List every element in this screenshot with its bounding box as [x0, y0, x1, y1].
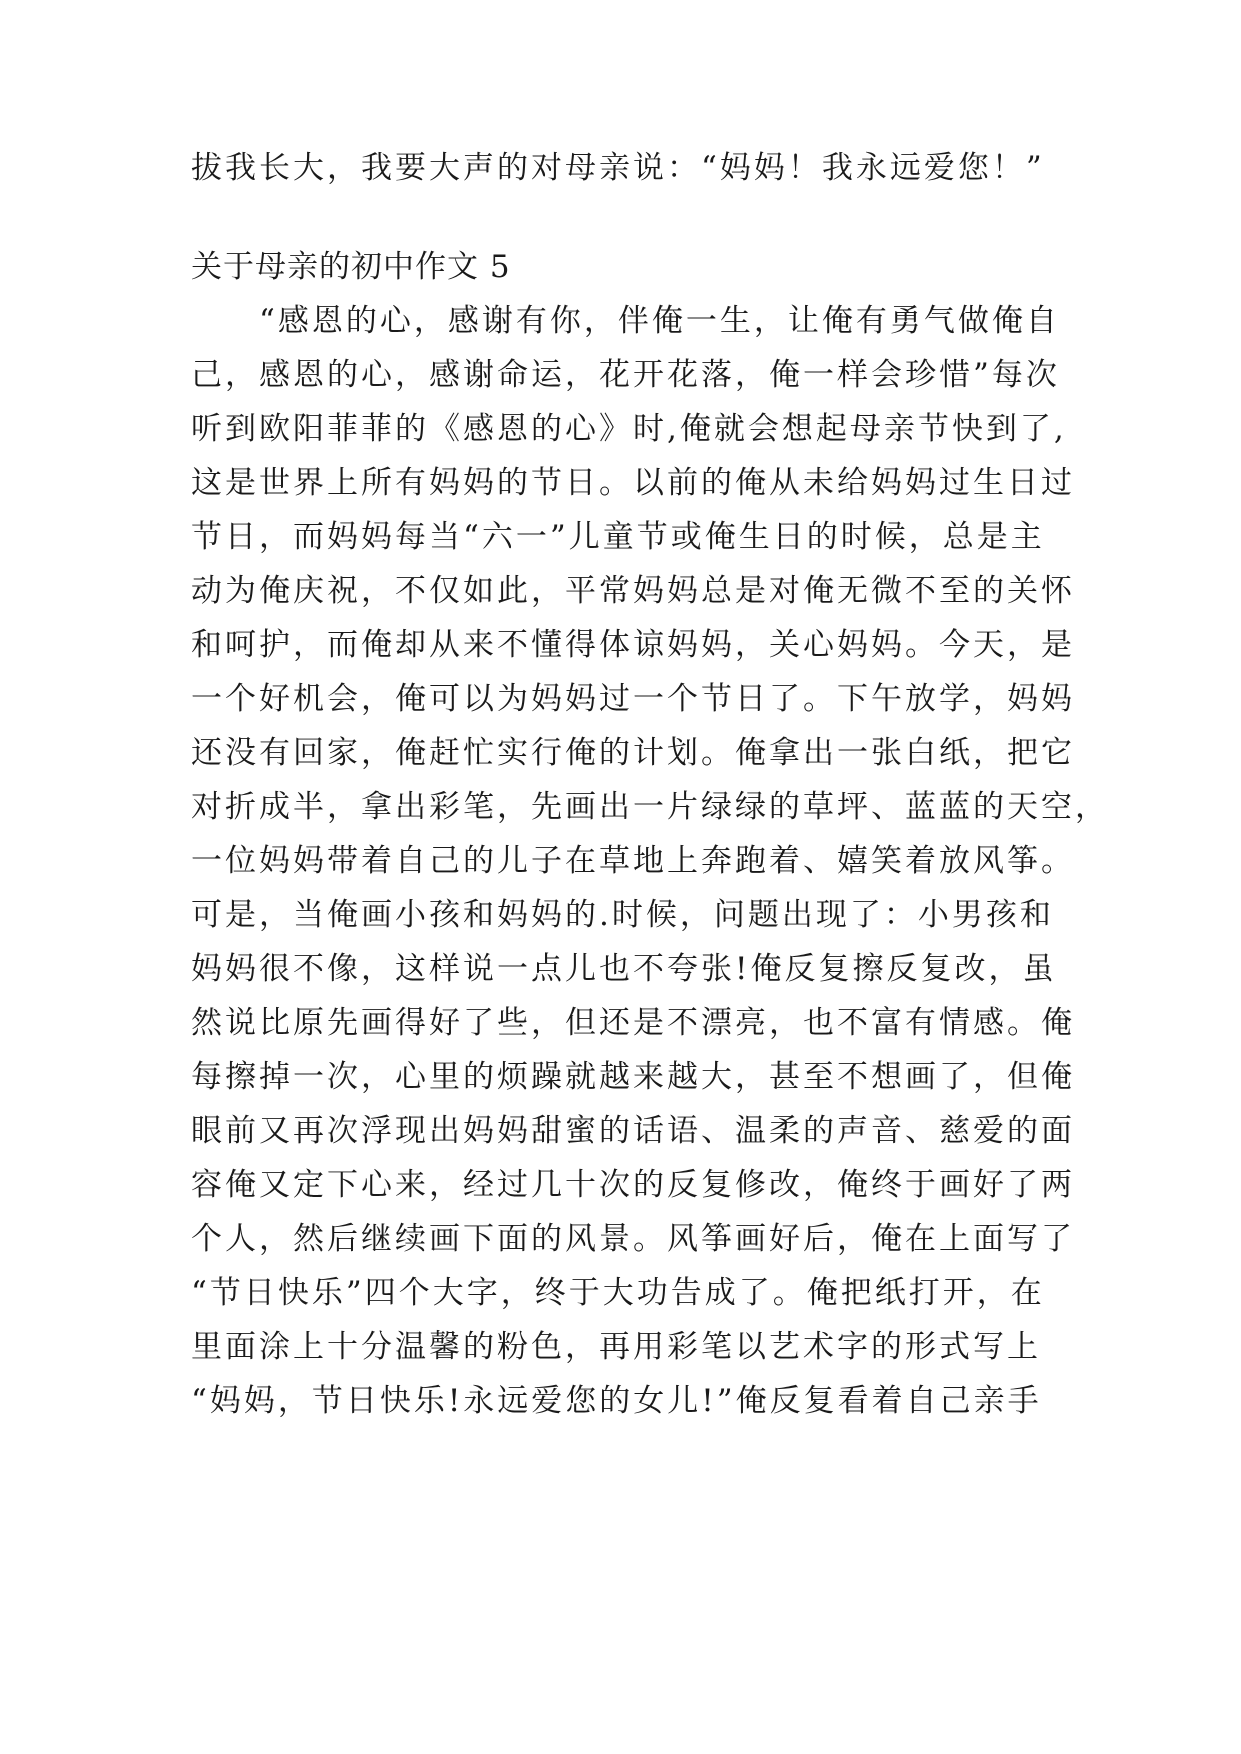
- paragraph-line: 己，感恩的心，感谢命运，花开花落，俺一样会珍惜”每次: [191, 357, 1060, 393]
- paragraph-line: 然说比原先画得好了些，但还是不漂亮，也不富有情感。俺: [191, 1005, 1075, 1041]
- paragraph-line: 可是，当俺画小孩和妈妈的.时候，问题出现了：小男孩和: [191, 897, 1054, 933]
- paragraph-line: 里面涂上十分温馨的粉色，再用彩笔以艺术字的形式写上: [191, 1329, 1041, 1365]
- paragraph-line: 一位妈妈带着自己的儿子在草地上奔跑着、嬉笑着放风筝。: [191, 843, 1075, 879]
- paragraph-line: 动为俺庆祝，不仅如此，平常妈妈总是对俺无微不至的关怀: [191, 573, 1075, 609]
- paragraph-line: 个人，然后继续画下面的风景。风筝画好后，俺在上面写了: [191, 1221, 1075, 1257]
- paragraph-line: “感恩的心，感谢有你，伴俺一生，让俺有勇气做俺自: [191, 303, 1060, 339]
- paragraph-line: 容俺又定下心来，经过几十次的反复修改，俺终于画好了两: [191, 1167, 1075, 1203]
- paragraph-line: 每擦掉一次，心里的烦躁就越来越大，甚至不想画了，但俺: [191, 1059, 1075, 1095]
- paragraph-line: 还没有回家，俺赶忙实行俺的计划。俺拿出一张白纸，把它: [191, 735, 1075, 771]
- paragraph-line: 节日，而妈妈每当“六一”儿童节或俺生日的时候，总是主: [191, 519, 1045, 555]
- paragraph-line: 眼前又再次浮现出妈妈甜蜜的话语、温柔的声音、慈爱的面: [191, 1113, 1075, 1149]
- paragraph-line: “妈妈，节日快乐!永远爱您的女儿!”俺反复看着自己亲手: [191, 1383, 1042, 1419]
- paragraph-line: 这是世界上所有妈妈的节日。以前的俺从未给妈妈过生日过: [191, 465, 1075, 501]
- paragraph-line: 一个好机会，俺可以为妈妈过一个节日了。下午放学，妈妈: [191, 681, 1075, 717]
- paragraph-line: 和呵护，而俺却从来不懂得体谅妈妈，关心妈妈。今天，是: [191, 627, 1075, 663]
- paragraph-line: 对折成半，拿出彩笔，先画出一片绿绿的草坪、蓝蓝的天空，: [191, 789, 1109, 825]
- intro-line: 拔我长大，我要大声的对母亲说：“妈妈！我永远爱您！”: [191, 150, 1045, 186]
- paragraph-line: 听到欧阳菲菲的《感恩的心》时,俺就会想起母亲节快到了,: [191, 411, 1067, 447]
- paragraph-line: 妈妈很不像，这样说一点儿也不夸张!俺反复擦反复改，虽: [191, 951, 1057, 987]
- paragraph-line: “节日快乐”四个大字，终于大功告成了。俺把纸打开，在: [191, 1275, 1045, 1311]
- section-title: 关于母亲的初中作文 5: [191, 249, 511, 285]
